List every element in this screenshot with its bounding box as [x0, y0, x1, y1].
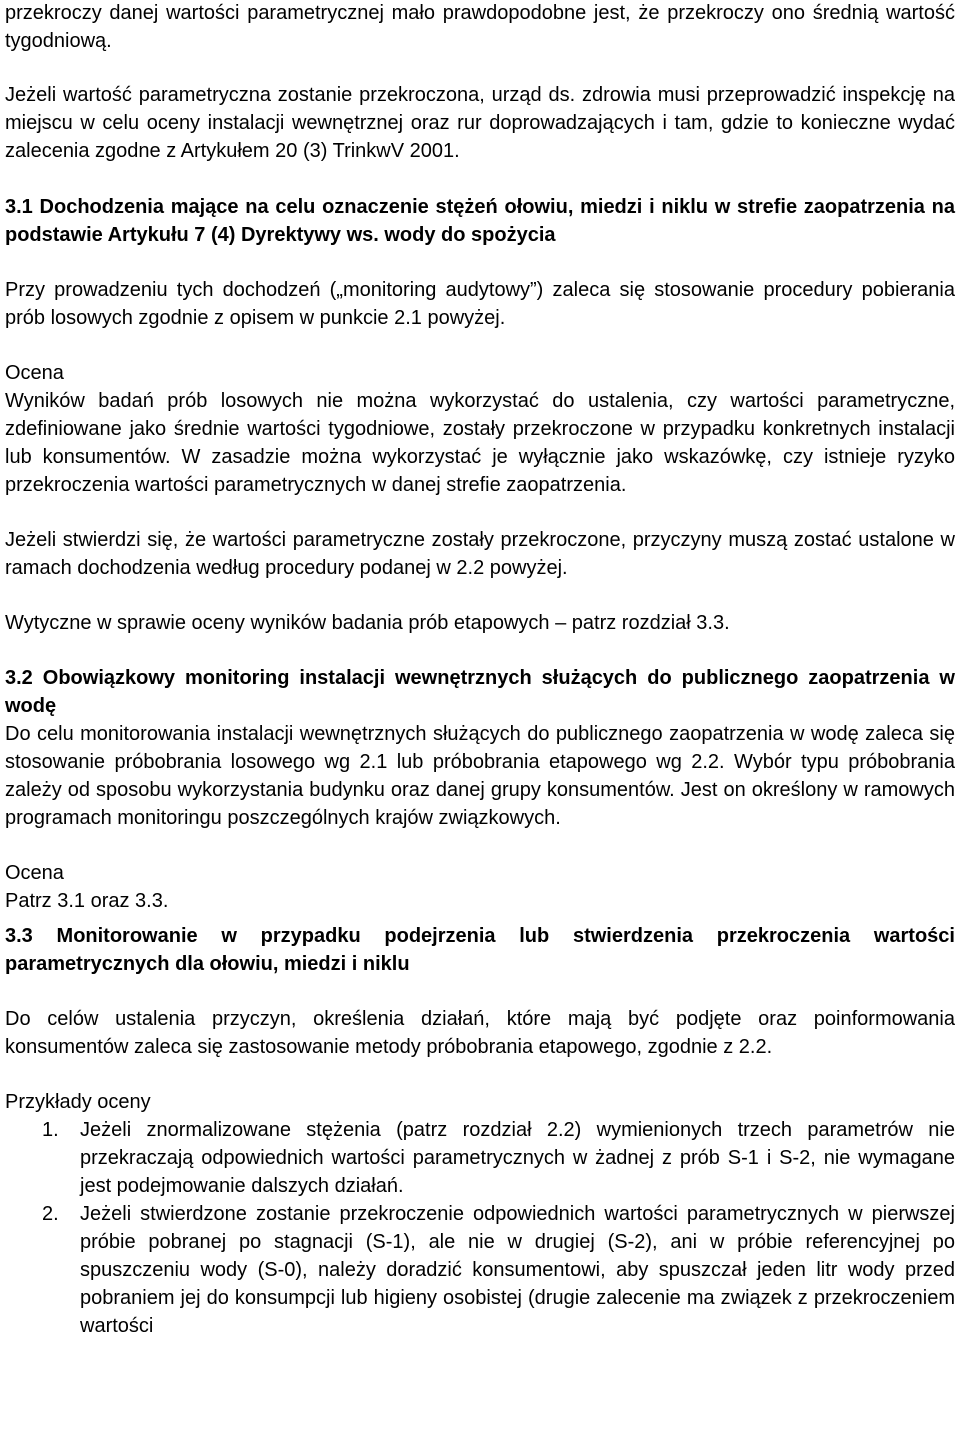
- examples-label: Przykłady oceny: [5, 1091, 151, 1113]
- section-3-1-body: Przy prowadzeniu tych dochodzeń („monitoring audytowy”) zaleca się stosowanie procedury pobierania prób losowych zgodnie z opisem w punkcie 2.1 powyżej.: [5, 279, 955, 329]
- list-item-number: 2.: [42, 1203, 59, 1225]
- section-3-2-heading: 3.2 Obowiązkowy monitoring instalacji wewnętrznych służących do publicznego zaopatrzenia w wodę: [5, 667, 955, 717]
- list-item: [5, 1116, 955, 1200]
- examples-list: [5, 1116, 955, 1340]
- section-3-3-body: Do celów ustalenia przyczyn, określenia działań, które mają być podjęte oraz poinformowania konsumentów zaleca się zastosowanie metody próbobrania etapowego, zgodnie z 2.2.: [5, 1008, 955, 1058]
- document-page: [5, 0, 955, 1340]
- intro-paragraph-2: Jeżeli wartość parametryczna zostanie przekroczona, urząd ds. zdrowia musi przeprowadzić inspekcję na miejscu w celu oceny instalacji wewnętrznej oraz rur doprowadzających i tam, gdzie to konieczne wydać zalecenia zgodne z Artykułem 20 (3) TrinkwV 2001.: [5, 84, 955, 162]
- list-item: [5, 1200, 955, 1340]
- list-item-text: Jeżeli znormalizowane stężenia (patrz rozdział 2.2) wymienionych trzech parametrów nie przekraczają odpowiednich wartości parametrycznych w żadnej z prób S-1 i S-2, nie wymagane jest podejmowanie dalszych działań.: [80, 1119, 955, 1197]
- section-3-3-heading: 3.3 Monitorowanie w przypadku podejrzenia lub stwierdzenia przekroczenia wartości parametrycznych dla ołowiu, miedzi i niklu: [5, 925, 955, 975]
- intro-paragraph-1: przekroczy danej wartości parametrycznej mało prawdopodobne jest, że przekroczy ono średnią wartość tygodniową.: [5, 2, 955, 52]
- section-3-1-ocena-body: Wyników badań prób losowych nie można wykorzystać do ustalenia, czy wartości parametryczne, zdefiniowane jako średnie wartości tygodniowe, zostały przekroczone w przypadku konkretnych instalacji lub konsumentów. W zasadzie można wykorzystać je wyłącznie jako wskazówkę, czy istnieje ryzyko przekroczenia wartości parametrycznych w danej strefie zaopatrzenia.: [5, 390, 955, 496]
- section-3-2-ocena-body: Patrz 3.1 oraz 3.3.: [5, 890, 169, 912]
- section-3-1-paragraph-3: Wytyczne w sprawie oceny wyników badania prób etapowych – patrz rozdział 3.3.: [5, 612, 730, 634]
- section-3-2-ocena-label: Ocena: [5, 862, 64, 884]
- section-3-1-paragraph-2: Jeżeli stwierdzi się, że wartości parametryczne zostały przekroczone, przyczyny muszą zostać ustalone w ramach dochodzenia według procedury podanej w 2.2 powyżej.: [5, 529, 955, 579]
- section-3-1-ocena-label: Ocena: [5, 362, 64, 384]
- section-3-1-heading: 3.1 Dochodzenia mające na celu oznaczenie stężeń ołowiu, miedzi i niklu w strefie zaopatrzenia na podstawie Artykułu 7 (4) Dyrektywy ws. wody do spożycia: [5, 196, 955, 246]
- section-3-2-body: Do celu monitorowania instalacji wewnętrznych służących do publicznego zaopatrzenia w wodę zaleca się stosowanie próbobrania losowego wg 2.1 lub próbobrania etapowego wg 2.2. Wybór typu próbobrania zależy od sposobu wykorzystania budynku oraz danej grupy konsumentów. Jest on określony w ramowych programach monitoringu poszczególnych krajów związkowych.: [5, 723, 955, 829]
- list-item-text: Jeżeli stwierdzone zostanie przekroczenie odpowiednich wartości parametrycznych w pierwszej próbie pobranej po stagnacji (S-1), ale nie w drugiej (S-2), ani w próbie referencyjnej po spuszczeniu wody (S-0), należy doradzić konsumentowi, aby spuszczał jeden litr wody przed pobraniem jej do konsumpcji lub higieny osobistej (drugie zalecenie ma związek z przekroczeniem wartości: [80, 1203, 955, 1337]
- list-item-number: 1.: [42, 1119, 59, 1141]
